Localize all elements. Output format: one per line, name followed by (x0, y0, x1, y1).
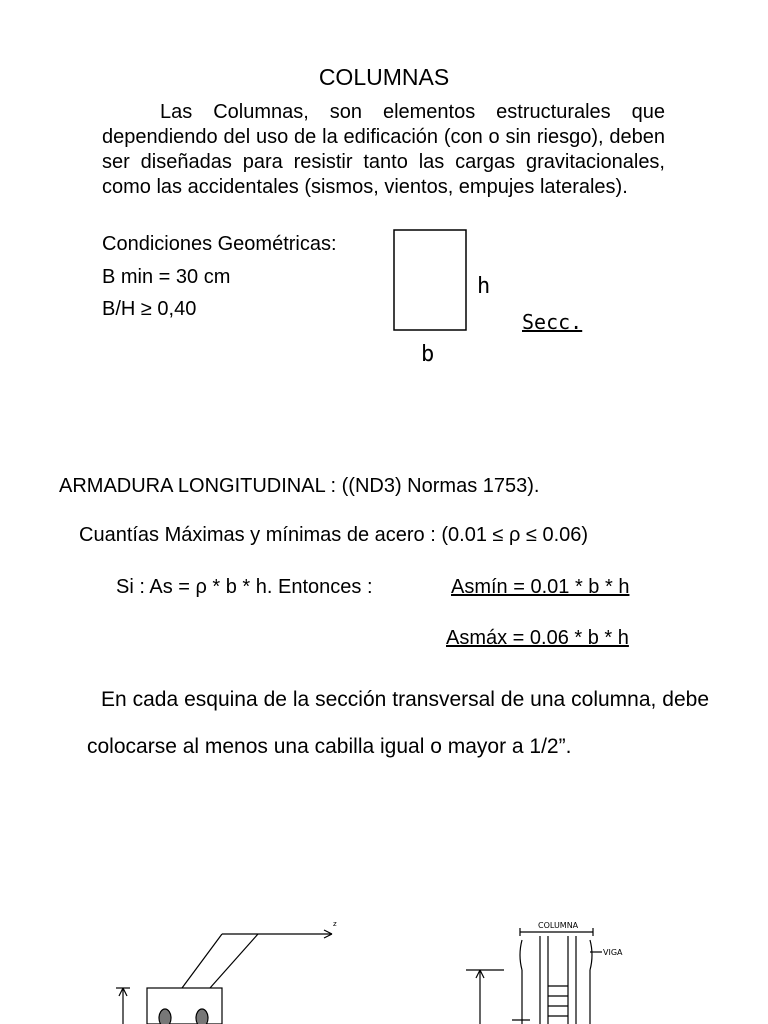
asmax-formula: Asmáx = 0.06 * b * h (446, 627, 629, 649)
corner-bar-paragraph (87, 676, 709, 770)
viga-label: VIGA (603, 948, 623, 957)
ratio-condition: B/H ≥ 0,40 (102, 298, 197, 320)
page-title: COLUMNAS (318, 64, 450, 90)
asmin-formula: Asmín = 0.01 * b * h (451, 576, 630, 598)
section-rectangle (394, 230, 466, 330)
corner-bar-text: En cada esquina de la sección transversal de una columna, debe colocarse al menos una cabilla igual o mayor a 1/2”. (87, 688, 709, 758)
b-min-condition: B min = 30 cm (102, 266, 231, 288)
armadura-heading: ARMADURA LONGITUDINAL : ((ND3) Normas 1753). (59, 475, 540, 497)
conditions-heading: Condiciones Geométricas: (102, 233, 337, 255)
column-isometric-figure (116, 930, 332, 1024)
section-label: Secc. (522, 310, 583, 334)
columna-label: COLUMNA (538, 921, 579, 930)
intro-paragraph: Las Columnas, son elementos estructurales que dependiendo del uso de la edificación (con o sin riesgo), deben ser diseñadas para resistir tanto las cargas gravitacionales, como las accidentales (sismos, vientos, empujes laterales). (102, 101, 665, 198)
z-axis-label: z (333, 920, 337, 928)
b-dimension-label: b (421, 342, 435, 367)
cuantias-line: Cuantías Máximas y mínimas de acero : (0.01 ≤ ρ ≤ 0.06) (79, 524, 589, 546)
h-dimension-label: h (477, 274, 491, 299)
bottom-figures (0, 900, 768, 1024)
beam-column-joint-figure (466, 928, 602, 1024)
as-formula: Si : As = ρ * b * h. Entonces : (116, 576, 373, 598)
